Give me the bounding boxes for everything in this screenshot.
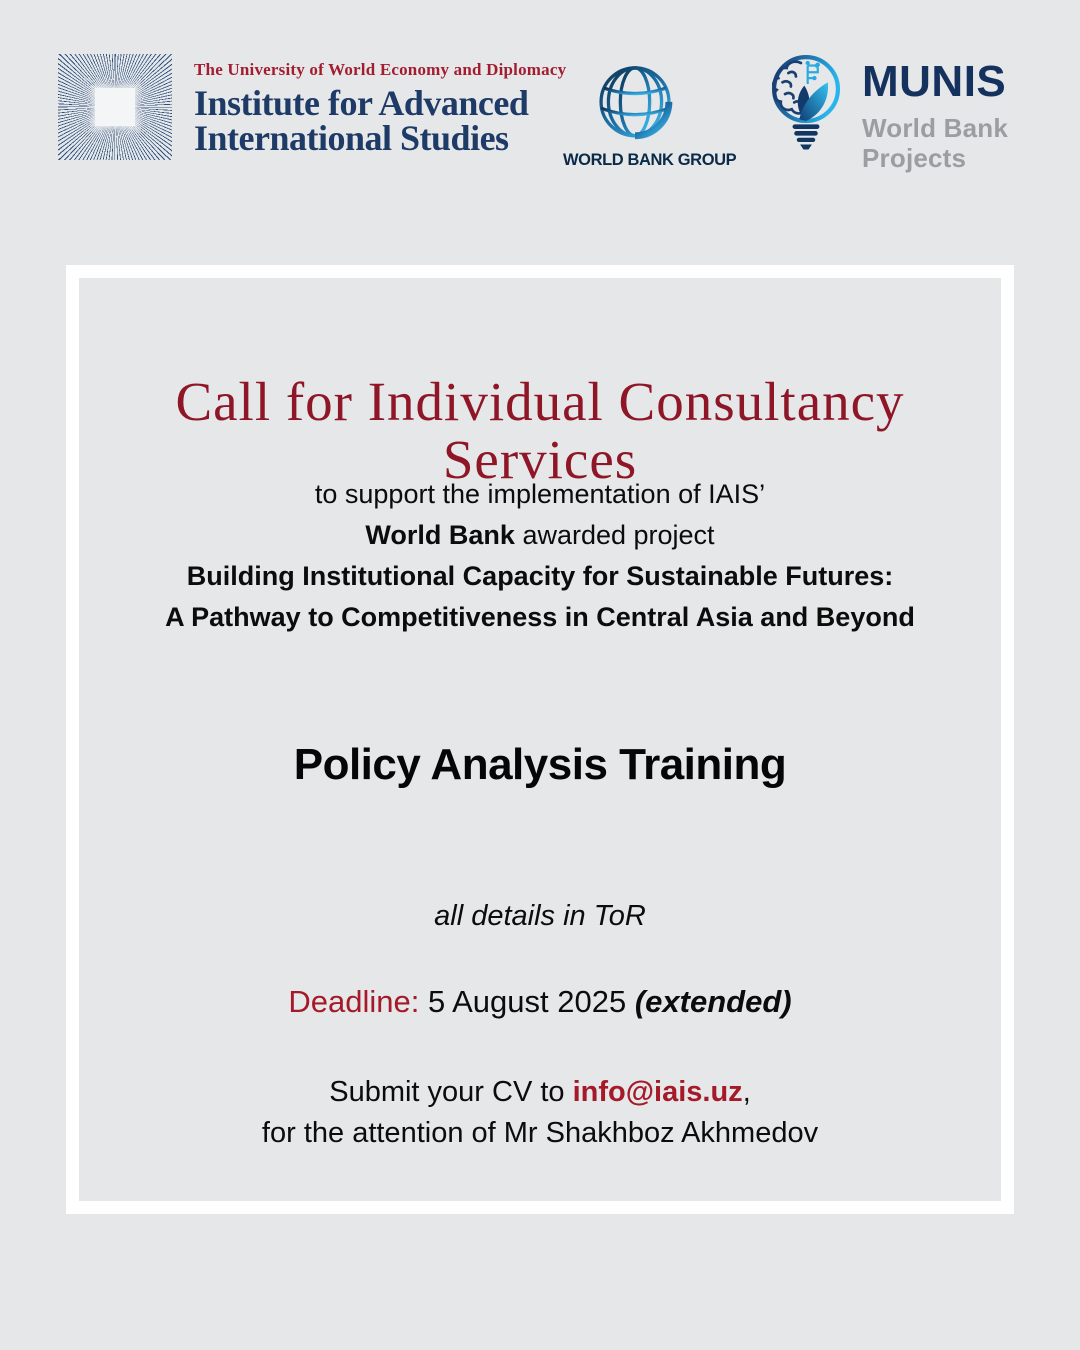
deadline-label: Deadline: [288,984,420,1019]
institute-name-line1: Institute for Advanced [194,83,529,123]
poster-title-line1: Call for Individual Consultancy [175,370,905,432]
university-name-line: The University of World Economy and Diplomacy [194,60,567,79]
munis-subtitle [862,113,1008,173]
submission-instructions [79,1072,1001,1154]
attention-line: for the attention of Mr Shakhboz Akhmedov [261,1117,819,1149]
world-bank-label: WORLD BANK GROUP [563,151,737,169]
iais-logo-group [58,54,566,160]
iais-logo-text [194,54,566,160]
munis-logo-text [862,52,1008,173]
munis-name: MUNIS [862,57,1007,106]
submit-email: info@iais.uz [572,1076,743,1108]
world-bank-logo-group [563,56,737,170]
poster-title [79,370,1001,490]
deadline-date: 5 August 2025 [419,984,635,1019]
logo-header [0,0,1080,265]
project-name-line1: Building Institutional Capacity for Sustainable Futures: [186,561,894,591]
intro-line1: to support the implementation of IAIS’ [314,479,766,509]
intro-line2-bold: World Bank [365,520,515,550]
submit-suffix: , [742,1076,751,1108]
submit-prefix: Submit your CV to [329,1076,573,1108]
submit-line [79,1072,1001,1113]
deadline-extended-note: (extended) [634,984,792,1019]
munis-subtitle-line2: Projects [862,143,967,173]
details-note: all details in ToR [434,900,646,932]
iais-starburst-logo-icon [58,54,172,160]
institute-name-line2: International Studies [194,118,509,158]
munis-logo-group [764,52,1008,173]
deadline-line [79,984,1001,1020]
world-bank-globe-icon [589,56,681,144]
project-name-line2: A Pathway to Competitiveness in Central Asia and Beyond [165,602,915,632]
project-intro [79,474,1001,638]
intro-line2-rest: awarded project [514,520,715,550]
poster-title-line2: Services [442,428,638,490]
munis-bulb-icon [764,52,848,158]
program-title: Policy Analysis Training [293,740,787,789]
announcement-card [66,265,1014,1214]
munis-subtitle-line1: World Bank [862,113,1008,143]
intro-line2 [79,515,1001,556]
